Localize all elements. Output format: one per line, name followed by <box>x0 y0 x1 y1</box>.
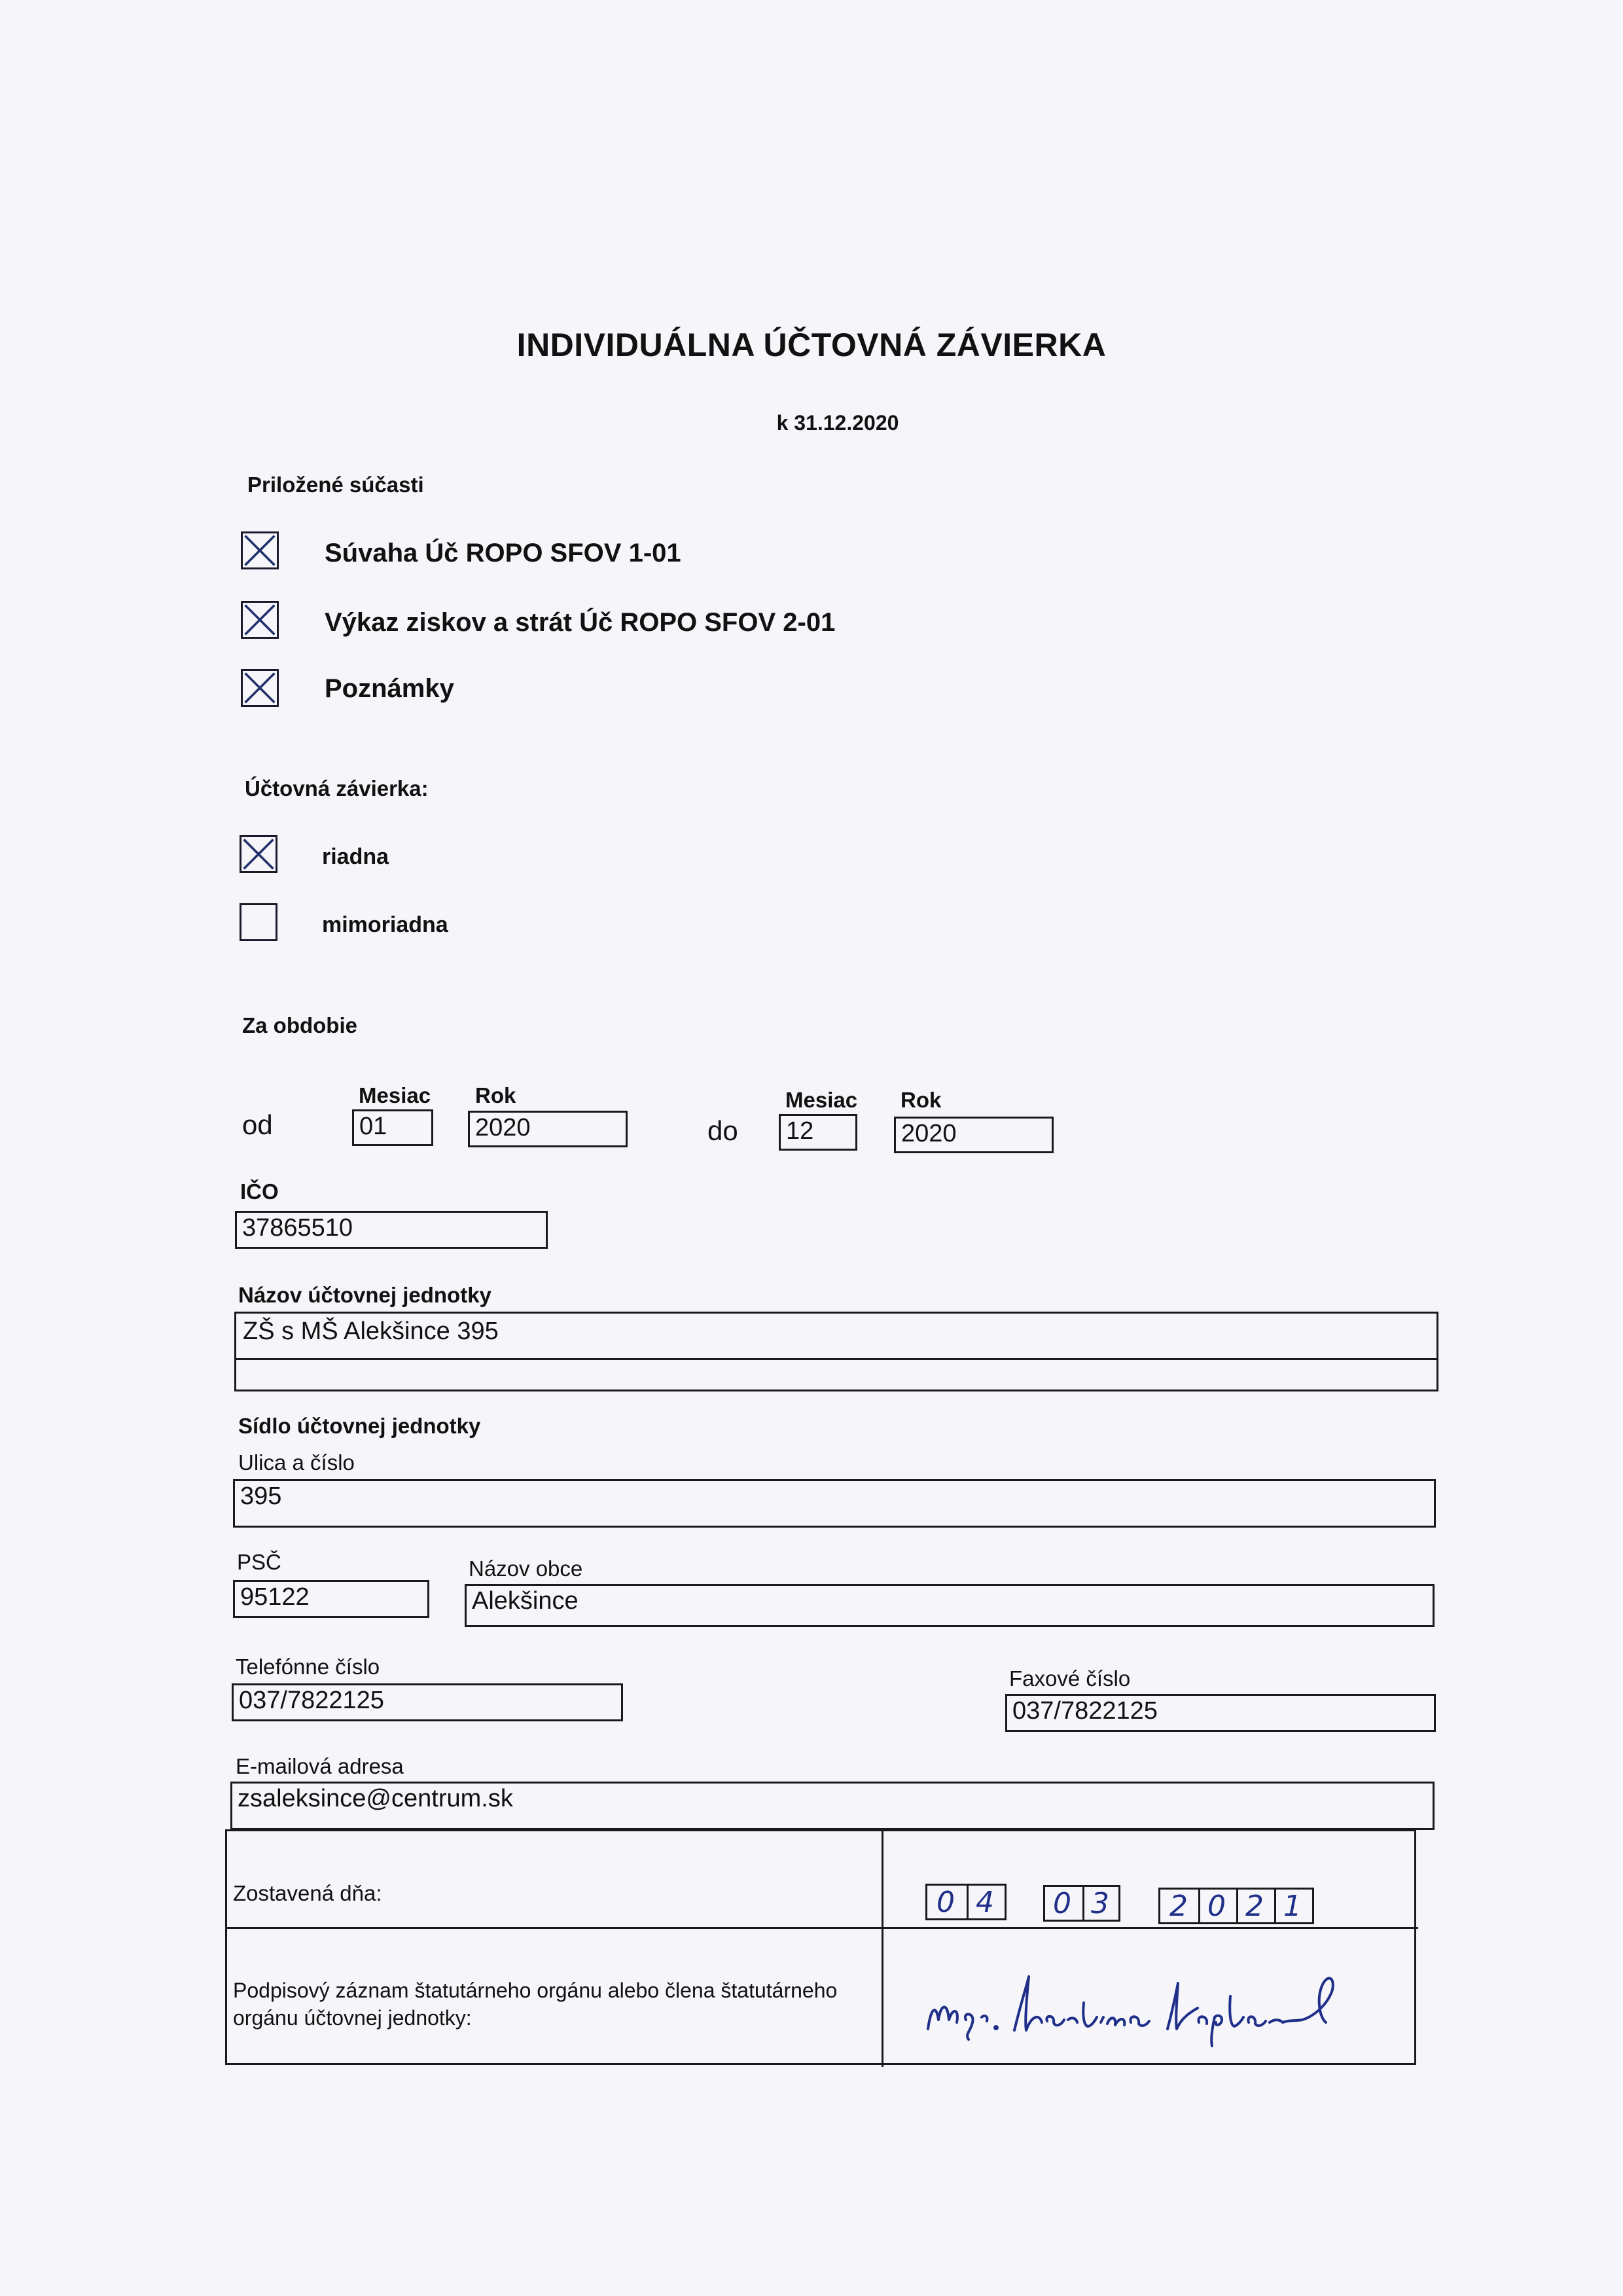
unit-name-label: Názov účtovnej jednotky <box>238 1283 491 1307</box>
compiled-year-digit-1: 2 <box>1169 1890 1188 1923</box>
unit-name-field[interactable] <box>234 1312 1438 1391</box>
street-field[interactable]: 395 <box>233 1479 1436 1528</box>
unit-name-line1: ZŠ s MŠ Alekšince 395 <box>243 1318 499 1345</box>
ico-label: IČO <box>240 1179 279 1204</box>
fax-field[interactable]: 037/7822125 <box>1005 1694 1436 1732</box>
checkbox-label-suvaha: Súvaha Úč ROPO SFOV 1-01 <box>325 539 681 567</box>
compiled-day-digit-1: 0 <box>936 1886 955 1919</box>
city-field[interactable]: Alekšince <box>465 1584 1435 1627</box>
compiled-day-digit-2: 4 <box>976 1886 994 1919</box>
period-label: Za obdobie <box>242 1013 357 1037</box>
compiled-year-digit-4: 1 <box>1283 1890 1302 1923</box>
x-mark-icon <box>243 671 277 705</box>
psc-label: PSČ <box>237 1550 281 1574</box>
to-year-label: Rok <box>901 1088 942 1112</box>
x-mark-icon <box>243 533 277 567</box>
compiled-day-field[interactable] <box>925 1884 1007 1920</box>
email-label: E-mailová adresa <box>236 1754 404 1778</box>
attached-parts-label: Priložené súčasti <box>247 473 424 497</box>
from-label: od <box>242 1109 273 1140</box>
compiled-year-field[interactable] <box>1158 1888 1314 1924</box>
to-month-field[interactable]: 12 <box>779 1114 857 1151</box>
page-title: INDIVIDUÁLNA ÚČTOVNÁ ZÁVIERKA <box>516 327 1107 363</box>
email-field[interactable]: zsaleksince@centrum.sk <box>230 1782 1435 1830</box>
x-mark-icon <box>241 837 276 871</box>
signature-label <box>233 1977 837 2032</box>
from-year-label: Rok <box>475 1083 516 1107</box>
phone-label: Telefónne číslo <box>236 1655 380 1679</box>
checkbox-poznamky[interactable] <box>241 669 279 707</box>
checkbox-label-poznamky: Poznámky <box>325 674 454 703</box>
to-year-field[interactable]: 2020 <box>894 1117 1054 1153</box>
compiled-month-digit-1: 0 <box>1053 1887 1071 1920</box>
statement-type-label: Účtovná závierka: <box>245 776 429 800</box>
checkbox-vykaz[interactable] <box>241 601 279 639</box>
compiled-month-digit-2: 3 <box>1091 1887 1109 1920</box>
from-month-label: Mesiac <box>359 1083 431 1107</box>
from-year-field[interactable]: 2020 <box>468 1111 628 1147</box>
fax-label: Faxové číslo <box>1009 1666 1131 1691</box>
checkbox-label-vykaz: Výkaz ziskov a strát Úč ROPO SFOV 2-01 <box>325 608 836 637</box>
ico-field[interactable]: 37865510 <box>235 1211 548 1249</box>
compiled-year-digit-3: 2 <box>1245 1890 1264 1923</box>
to-month-label: Mesiac <box>785 1088 858 1112</box>
psc-field[interactable]: 95122 <box>233 1580 429 1618</box>
checkbox-suvaha[interactable] <box>241 531 279 569</box>
checkbox-mimoriadna[interactable] <box>240 903 277 941</box>
city-label: Názov obce <box>469 1556 583 1581</box>
phone-field[interactable]: 037/7822125 <box>232 1683 623 1721</box>
signature-label-line2: orgánu účtovnej jednotky: <box>233 2006 472 2030</box>
to-label: do <box>707 1115 738 1146</box>
checkbox-label-riadna: riadna <box>322 844 389 869</box>
x-mark-icon <box>243 603 277 637</box>
from-month-field[interactable]: 01 <box>352 1109 433 1146</box>
checkbox-riadna[interactable] <box>240 835 277 873</box>
signature-label-line1: Podpisový záznam štatutárneho orgánu alebo člena štatutárneho <box>233 1979 838 2002</box>
handwritten-signature <box>916 1957 1348 2055</box>
checkbox-label-mimoriadna: mimoriadna <box>322 912 448 937</box>
compiled-label: Zostavená dňa: <box>233 1881 382 1905</box>
address-label: Sídlo účtovnej jednotky <box>238 1414 481 1438</box>
street-label: Ulica a číslo <box>238 1450 355 1475</box>
compiled-year-digit-2: 0 <box>1207 1890 1226 1923</box>
compiled-month-field[interactable] <box>1043 1885 1120 1922</box>
report-date: k 31.12.2020 <box>776 411 899 435</box>
